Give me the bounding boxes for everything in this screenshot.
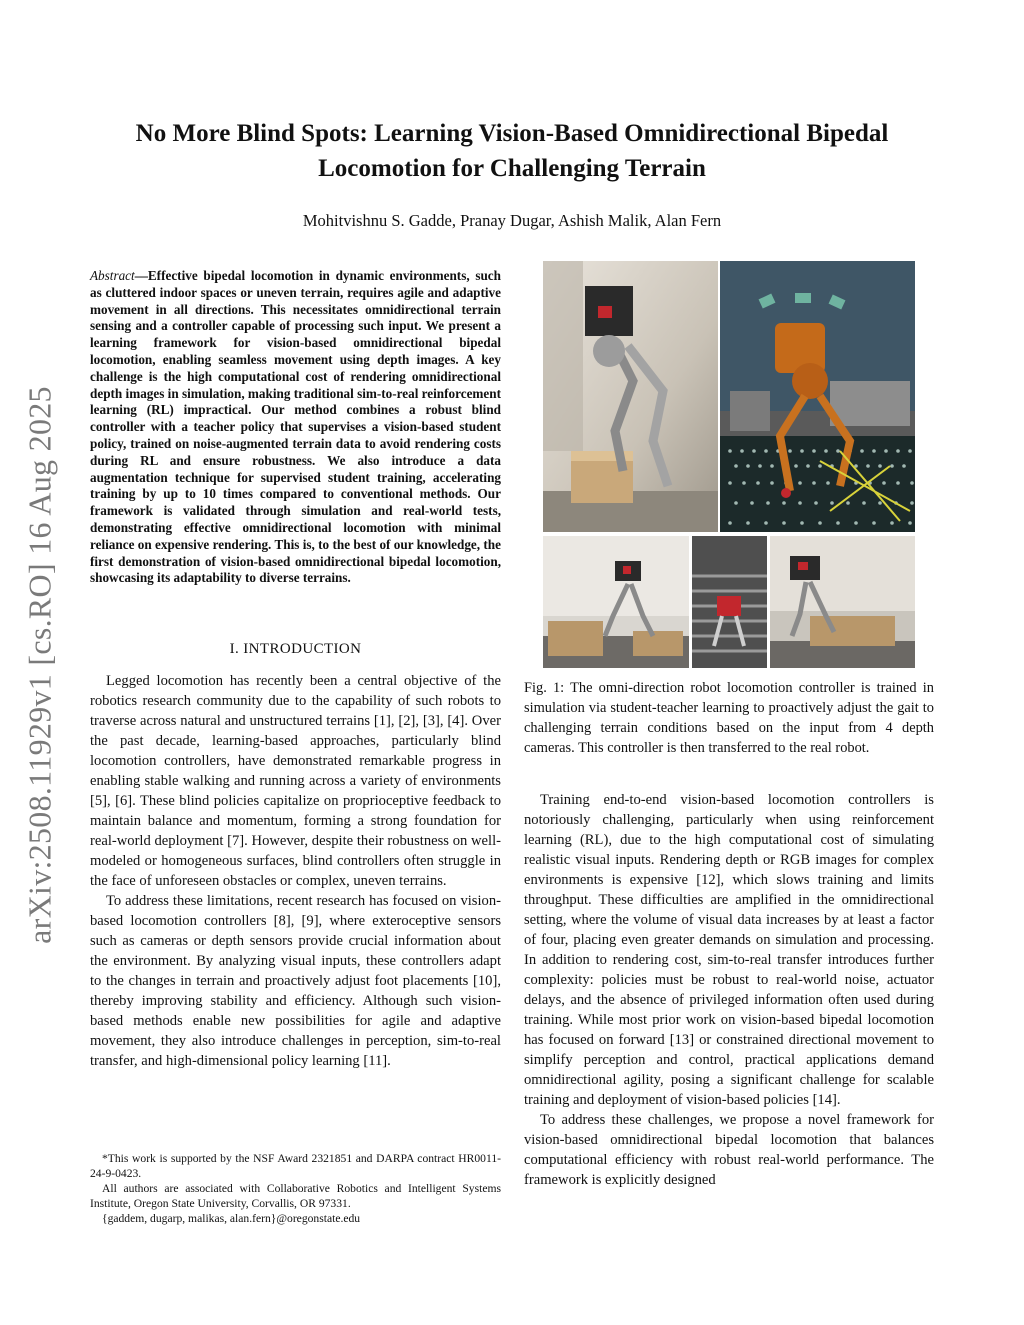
right-paragraph-2: To address these challenges, we propose a novel framework for vision-based omnidirectional bipedal locomotion that balances computational efficiency with robust real-world performance. The framework is explicitly designed — [524, 1112, 934, 1188]
paper-title — [80, 116, 944, 186]
right-paragraph-1: Training end-to-end vision-based locomotion controllers is notoriously challenging, particularly when using reinforcement learning (RL), due to the high computational cost of simulating realistic visual inputs. Rendering depth or RGB images for complex environments is expensive [12], which slows training and limits throughput. These difficulties are amplified in the omnidirectional setting, where the volume of visual data increases by at least a factor of four, placing even greater demands on simulation and processing. In addition to rendering cost, sim-to-real transfer introduces further complexity: policies must be robust to real-world noise, actuator delays, and the absence of privileged information often used during training. While most prior work on vision-based bipedal locomotion has focused on forward [13] or constrained directional movement to simplify perception and control, practical applications demand omnidirectional agility, posing a significant challenge for scalable training and deployment of vision-based policies [14]. — [524, 792, 934, 1108]
footnote-affiliation: All authors are associated with Collaborative Robotics and Intelligent Systems Institute, Oregon State University, Corvallis, OR 97331. — [90, 1182, 501, 1210]
figure-1-caption: Fig. 1: The omni-direction robot locomotion controller is trained in simulation via student-teacher learning to proactively adjust the gait to challenging terrain conditions based on the input from 4 depth cameras. This controller is then transferred to the real robot. — [524, 680, 934, 756]
right-column-body — [524, 790, 934, 1190]
photo-robot-on-stairs — [692, 536, 767, 668]
photo-robot-on-box — [543, 261, 718, 532]
photo-robot-near-crates — [770, 536, 915, 668]
intro-paragraph-1: Legged locomotion has recently been a central objective of the robotics research community due to the capability of such robots to traverse across natural and unstructured terrains [1], [2], [3], [4]. Over the past decade, learning-based approaches, particularly blind locomotion controllers, have demonstrated remarkable progress in enabling stable walking and running across a variety of environments [5], [6]. These blind policies capitalize on proprioceptive feedback to maintain balance and momentum, forming a strong foundation for real-world deployment [7]. However, despite their robustness on well-modeled or homogeneous surfaces, blind controllers often struggle in the face of unforeseen obstacles or complex, uneven terrains. — [90, 673, 501, 889]
footnote-funding: *This work is supported by the NSF Award 2321851 and DARPA contract HR0011-24-9-0423. — [90, 1152, 501, 1180]
arxiv-stamp — [14, 370, 66, 960]
introduction-body — [90, 671, 501, 1071]
abstract-label: Abstract — [90, 268, 135, 283]
abstract-text: —Effective bipedal locomotion in dynamic environments, such as cluttered indoor spaces or uneven terrain, requires agile and adaptive movement in all directions. This necessitates omnidirectional terrain sensing and a controller capable of processing such input. We present a learning framework for vision-based omnidirectional bipedal locomotion, enabling seamless movement using depth images. A key challenge is the high computational cost of rendering omnidirectional depth images in simulation, making traditional sim-to-real reinforcement learning (RL) impractical. Our method combines a robust blind controller with a teacher policy that supervises a vision-based student policy, trained on noise-augmented terrain data to avoid rendering costs during RL and ensure robustness. We also introduce a data augmentation technique for supervised student training, accelerating training by up to 10 times compared to conventional methods. Our framework is validated through simulation and real-world tests, demonstrating effective omnidirectional locomotion with minimal reliance on expensive rendering. This is, to the best of our knowledge, the first demonstration of vision-based omnidirectional bipedal locomotion, showcasing its adaptability to diverse terrains. — [90, 268, 501, 586]
footnote-emails: {gaddem, dugarp, malikas, alan.fern}@oregonstate.edu — [102, 1212, 361, 1225]
figure-1 — [543, 261, 915, 668]
title-line-2: Locomotion for Challenging Terrain — [318, 155, 706, 182]
section-heading-introduction: I. INTRODUCTION — [229, 641, 362, 657]
author-list: Mohitvishnu S. Gadde, Pranay Dugar, Ashish Malik, Alan Fern — [302, 211, 722, 230]
intro-paragraph-2: To address these limitations, recent research has focused on vision-based locomotion controllers [8], [9], where exteroceptive sensors such as cameras or depth sensors provide crucial information about the environment. By analyzing visual inputs, these controllers adapt to the changes in terrain and proactively adjust foot placements [10], thereby improving stability and efficiency. Although such vision-based methods enable new possibilities for agile and adaptive movement, they also introduce challenges in perception, sim-to-real transfer, and high-dimensional policy learning [11]. — [90, 893, 501, 1069]
footnotes — [90, 1151, 501, 1226]
abstract — [90, 268, 501, 587]
title-line-1: No More Blind Spots: Learning Vision-Based Omnidirectional Bipedal — [135, 120, 889, 147]
arxiv-stamp-text: arXiv:2508.11929v1 [cs.RO] 16 Aug 2025 — [21, 386, 58, 944]
photo-robot-on-blocks — [543, 536, 689, 668]
simulation-render — [720, 261, 915, 532]
